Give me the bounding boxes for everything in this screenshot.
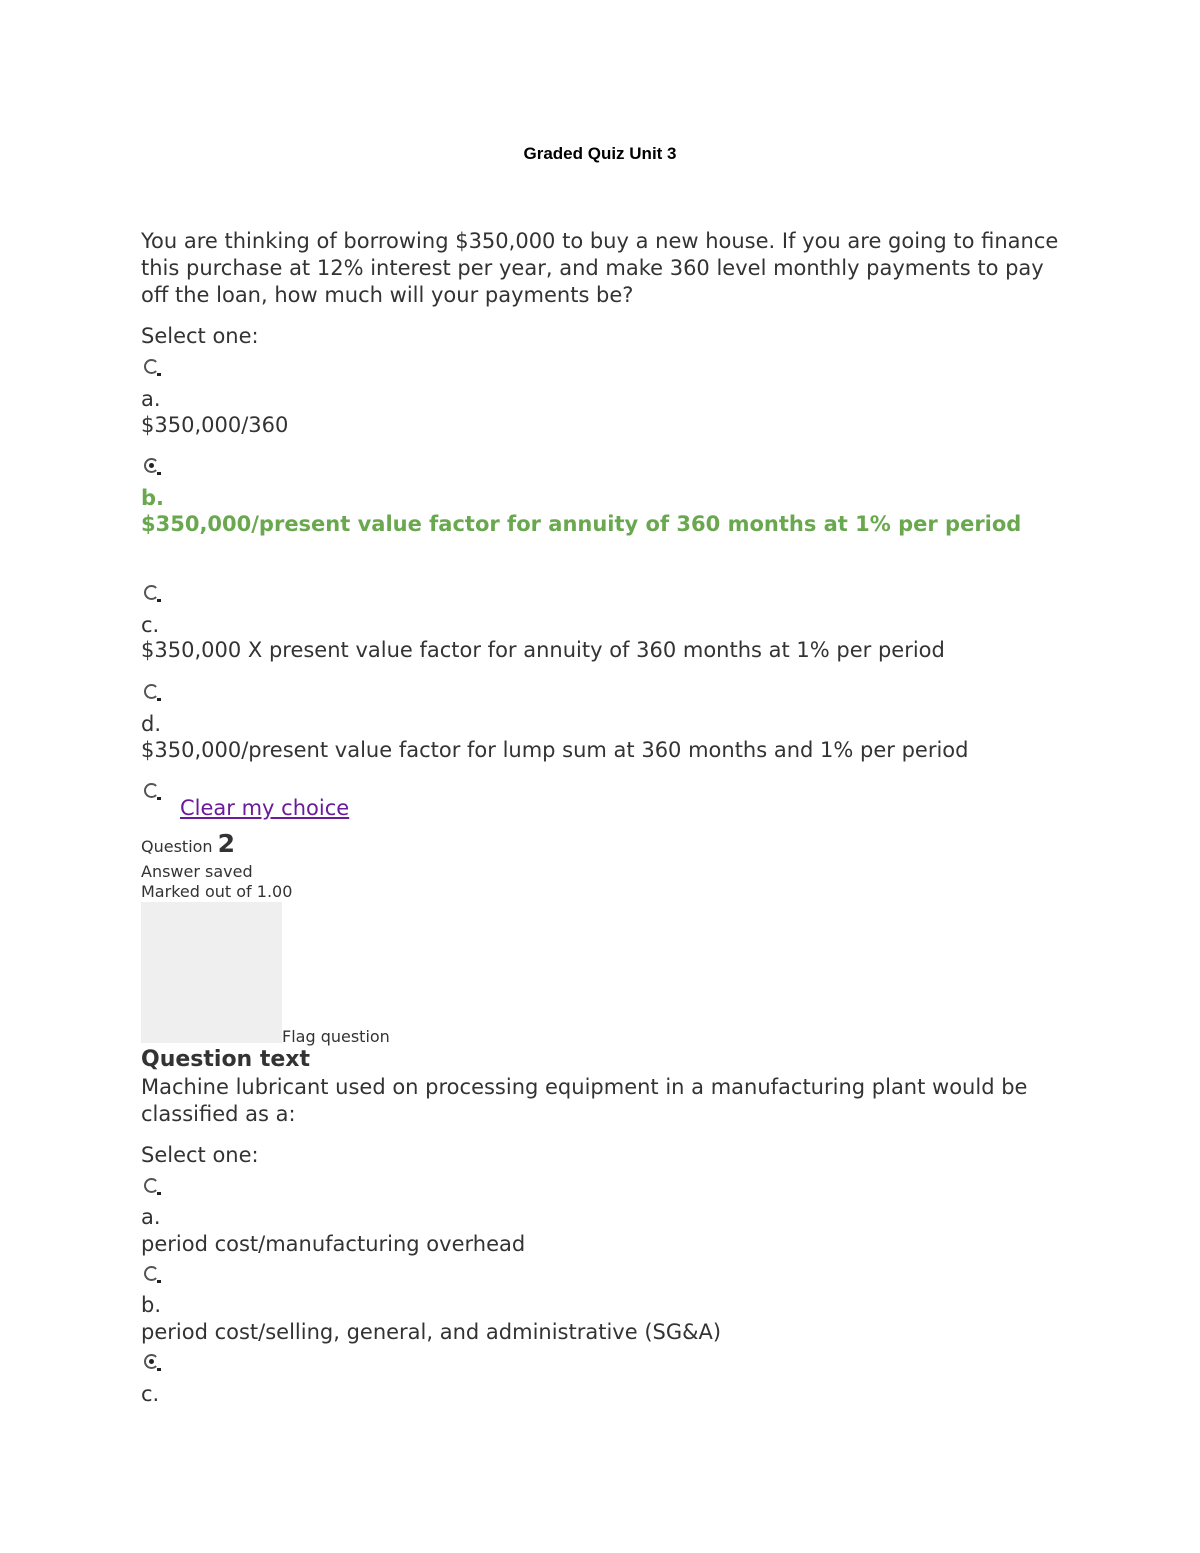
q1-option-b-text[interactable]: $350,000/present value factor for annuity of 360 months at 1% per period [141, 512, 1022, 536]
q1-option-c-letter: c. [141, 613, 160, 637]
q2-option-a-letter: a. [141, 1205, 161, 1229]
question-1-text: You are thinking of borrowing $350,000 to buy a new house. If you are going to finance this purchase at 12% interest per year, and make 360 level monthly payments to pay off the loan, how much will your payments be? [141, 229, 1059, 307]
q2-option-a-text[interactable]: period cost/manufacturing overhead [141, 1232, 526, 1256]
q1-option-d-letter: d. [141, 712, 162, 736]
q1-clear-radio[interactable] [144, 783, 159, 798]
question-2-label [141, 829, 236, 858]
q1-option-c-radio[interactable] [144, 585, 159, 600]
q1-option-d-radio[interactable] [144, 684, 159, 699]
question-label-text: Question [141, 837, 213, 856]
question-2-select-prompt: Select one: [141, 1143, 259, 1167]
q2-option-b-text[interactable]: period cost/selling, general, and administrative (SG&A) [141, 1320, 722, 1344]
question-number: 2 [217, 829, 236, 858]
q1-option-c-text[interactable]: $350,000 X present value factor for annuity of 360 months at 1% per period [141, 638, 945, 662]
q2-option-b-letter: b. [141, 1293, 162, 1317]
question-1-select-prompt: Select one: [141, 324, 259, 348]
q1-option-a-text[interactable]: $350,000/360 [141, 413, 289, 437]
q1-option-d-text[interactable]: $350,000/present value factor for lump sum at 360 months and 1% per period [141, 738, 969, 762]
q1-option-b-letter: b. [141, 486, 165, 510]
q1-option-a-radio[interactable] [144, 359, 159, 374]
clear-my-choice-link[interactable]: Clear my choice [180, 796, 350, 820]
question-2-text: Machine lubricant used on processing equipment in a manufacturing plant would be classified as a: [141, 1075, 1028, 1126]
q2-option-c-radio[interactable] [144, 1354, 159, 1369]
question-text-heading: Question text [141, 1047, 311, 1072]
flag-icon[interactable] [141, 902, 282, 1043]
document-title: Graded Quiz Unit 3 [523, 144, 677, 163]
q2-option-c-letter: c. [141, 1382, 160, 1406]
q2-option-a-radio[interactable] [144, 1178, 159, 1193]
q1-option-a-letter: a. [141, 387, 161, 411]
q2-option-b-radio[interactable] [144, 1266, 159, 1281]
q1-option-b-radio[interactable] [144, 458, 159, 473]
flag-question-link[interactable]: Flag question [282, 1027, 390, 1046]
answer-status: Answer saved [141, 862, 253, 881]
marked-out-of: Marked out of 1.00 [141, 882, 293, 901]
